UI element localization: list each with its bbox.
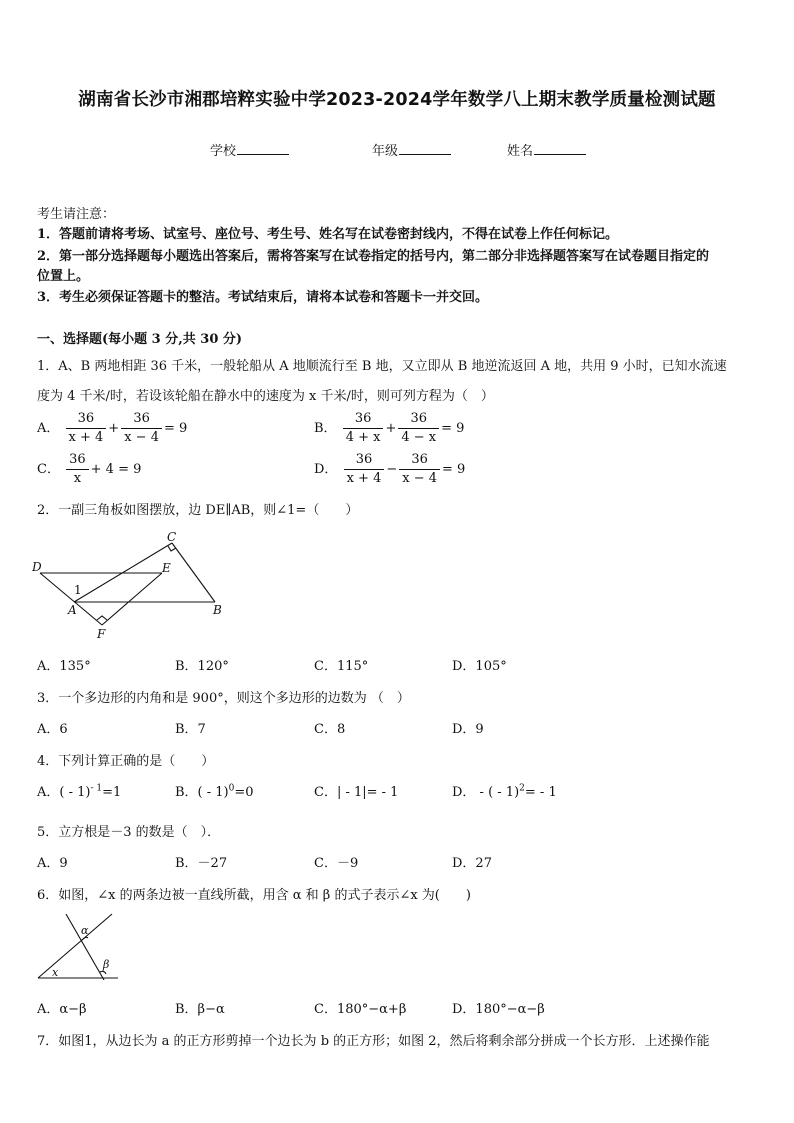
operator: + — [385, 421, 397, 436]
q2-option-d[interactable]: D．105° — [452, 659, 507, 674]
label-beta: β — [103, 958, 110, 971]
line-df — [40, 573, 102, 625]
rhs: = 9 — [441, 421, 465, 436]
angle-alpha-arc — [82, 937, 88, 940]
fraction — [399, 451, 440, 488]
numerator: 36 — [354, 411, 372, 426]
fraction — [66, 451, 89, 488]
label-e: E — [162, 561, 171, 575]
section-heading: 一、选择题(每小题 3 分,共 30 分) — [37, 332, 243, 347]
notice-item-2: 2．第一部分选择题每小题选出答案后，需将答案写在试卷指定的括号内，第二部分非选择题答案写在试卷题目指定的 — [37, 249, 710, 264]
denominator: x — [66, 469, 89, 488]
q4-option-d[interactable] — [452, 781, 557, 800]
q4-text: 4．下列计算正确的是（ ） — [37, 754, 215, 769]
notice-item-1: 1．答题前请将考场、试室号、座位号、考生号、姓名写在试卷密封线内，不得在试卷上作任何标记。 — [37, 227, 619, 242]
rhs: = 9 — [163, 421, 188, 436]
numerator: 36 — [410, 411, 428, 426]
option-text: =1 — [102, 785, 122, 800]
denominator: x − 4 — [399, 469, 440, 488]
q5-option-b[interactable]: B．－27 — [175, 856, 228, 871]
q6-option-d[interactable]: D．180°−α−β — [452, 1002, 545, 1017]
label-d: D — [32, 560, 42, 574]
label-alpha: α — [81, 924, 89, 937]
option-label: D． — [314, 462, 338, 477]
q7-text: 7．如图1，从边长为 a 的正方形剪掉一个边长为 b 的正方形；如图 2，然后将剩余部分拼成一个长方形．上述操作能 — [37, 1034, 710, 1049]
label-x: x — [52, 966, 59, 979]
grade-blank[interactable] — [399, 142, 451, 155]
q1-option-b[interactable] — [314, 410, 464, 447]
slanted-side — [38, 914, 112, 978]
option-text: =0 — [234, 785, 254, 800]
rhs: = 9 — [442, 462, 466, 477]
option-label: A． — [37, 421, 60, 436]
q2-option-b[interactable]: B．120° — [175, 659, 229, 674]
label-c: C — [167, 530, 177, 544]
name-label: 姓名 — [507, 144, 534, 159]
denominator: 4 + x — [343, 428, 384, 447]
q4-option-c[interactable]: C．| - 1|= - 1 — [314, 785, 399, 800]
angle-1-label: 1 — [74, 583, 82, 597]
q5-option-d[interactable]: D．27 — [452, 856, 492, 871]
school-label: 学校 — [210, 144, 237, 159]
q6-option-a[interactable]: A．α−β — [37, 1002, 87, 1017]
q3-option-a[interactable]: A．6 — [37, 722, 68, 737]
q5-option-a[interactable]: A．9 — [37, 856, 68, 871]
grade-label: 年级 — [372, 144, 399, 159]
q1-option-c[interactable] — [37, 451, 141, 488]
rhs: + 4 = 9 — [90, 462, 142, 477]
denominator: x + 4 — [344, 469, 385, 488]
numerator: 36 — [69, 452, 86, 467]
name-field[interactable] — [507, 140, 586, 159]
q6-text: 6．如图，∠x 的两条边被一直线所截，用含 α 和 β 的式子表示∠x 为( ) — [37, 888, 471, 903]
q3-option-c[interactable]: C．8 — [314, 722, 346, 737]
option-text: B．( - 1) — [175, 785, 229, 800]
fraction — [398, 410, 439, 447]
q3-option-b[interactable]: B．7 — [175, 722, 206, 737]
name-blank[interactable] — [534, 142, 586, 155]
exponent: 2 — [519, 783, 525, 794]
q4-option-a[interactable] — [37, 781, 121, 800]
q1-line-2: 度为 4 千米/时，若设该轮船在静水中的速度为 x 千米/时，则可列方程为（ ） — [37, 389, 494, 404]
notice-heading: 考生请注意： — [37, 207, 116, 222]
q5-text: 5．立方根是－3 的数是（ ）． — [37, 825, 221, 840]
q3-text: 3．一个多边形的内角和是 900°，则这个多边形的边数为 （ ） — [37, 691, 410, 706]
grade-field[interactable] — [372, 140, 451, 159]
option-text: A．( - 1) — [37, 785, 91, 800]
q4-option-b[interactable] — [175, 781, 254, 800]
q1-option-d[interactable] — [314, 451, 465, 488]
q1-line-1: 1．A、B 两地相距 36 千米，一般轮船从 A 地顺流行至 B 地，又立即从 B 地逆流返回 A 地，共用 9 小时，已知水流速 — [37, 359, 727, 374]
q3-option-d[interactable]: D．9 — [452, 722, 484, 737]
numerator: 36 — [133, 411, 150, 426]
exponent: 0 — [228, 783, 235, 794]
label-a: A — [68, 603, 77, 617]
option-text: D． - ( - 1) — [452, 785, 520, 800]
label-f: F — [97, 627, 106, 641]
q6-angle-figure — [34, 910, 124, 982]
line-fe — [102, 573, 162, 625]
q1-option-a[interactable] — [37, 410, 187, 447]
numerator: 36 — [77, 411, 95, 426]
notice-item-2-cont: 位置上。 — [37, 269, 90, 284]
numerator: 36 — [411, 452, 428, 467]
operator: − — [386, 462, 398, 477]
q6-option-c[interactable]: C．180°−α+β — [314, 1002, 407, 1017]
school-blank[interactable] — [237, 142, 289, 155]
q2-text: 2．一副三角板如图摆放，边 DE∥AB，则∠1=（ ） — [37, 503, 359, 518]
line-cb — [172, 543, 215, 602]
notice-item-3: 3．考生必须保证答题卡的整洁。考试结束后，请将本试卷和答题卡一并交回。 — [37, 290, 489, 305]
denominator: x + 4 — [66, 428, 107, 447]
option-label: C． — [37, 462, 60, 477]
fraction — [66, 410, 107, 447]
exponent: - 1 — [90, 783, 103, 794]
school-field[interactable] — [210, 140, 289, 159]
fraction — [343, 410, 384, 447]
page-title: 湖南省长沙市湘郡培粹实验中学2023-2024学年数学八上期末教学质量检测试题 — [78, 90, 716, 110]
option-text: = - 1 — [524, 785, 557, 800]
option-label: B． — [314, 421, 337, 436]
right-angle-mark-f — [97, 616, 107, 620]
q2-triangle-figure — [30, 525, 240, 643]
q2-option-c[interactable]: C．115° — [314, 659, 369, 674]
q2-option-a[interactable]: A．135° — [37, 659, 91, 674]
numerator: 36 — [355, 452, 373, 467]
label-b: B — [213, 603, 222, 617]
q5-option-c[interactable]: C．－9 — [314, 856, 359, 871]
q6-option-b[interactable]: B．β−α — [175, 1002, 225, 1017]
operator: + — [108, 421, 120, 436]
fraction — [344, 451, 385, 488]
denominator: 4 − x — [398, 428, 439, 447]
fraction — [121, 410, 162, 447]
denominator: x − 4 — [121, 428, 162, 447]
